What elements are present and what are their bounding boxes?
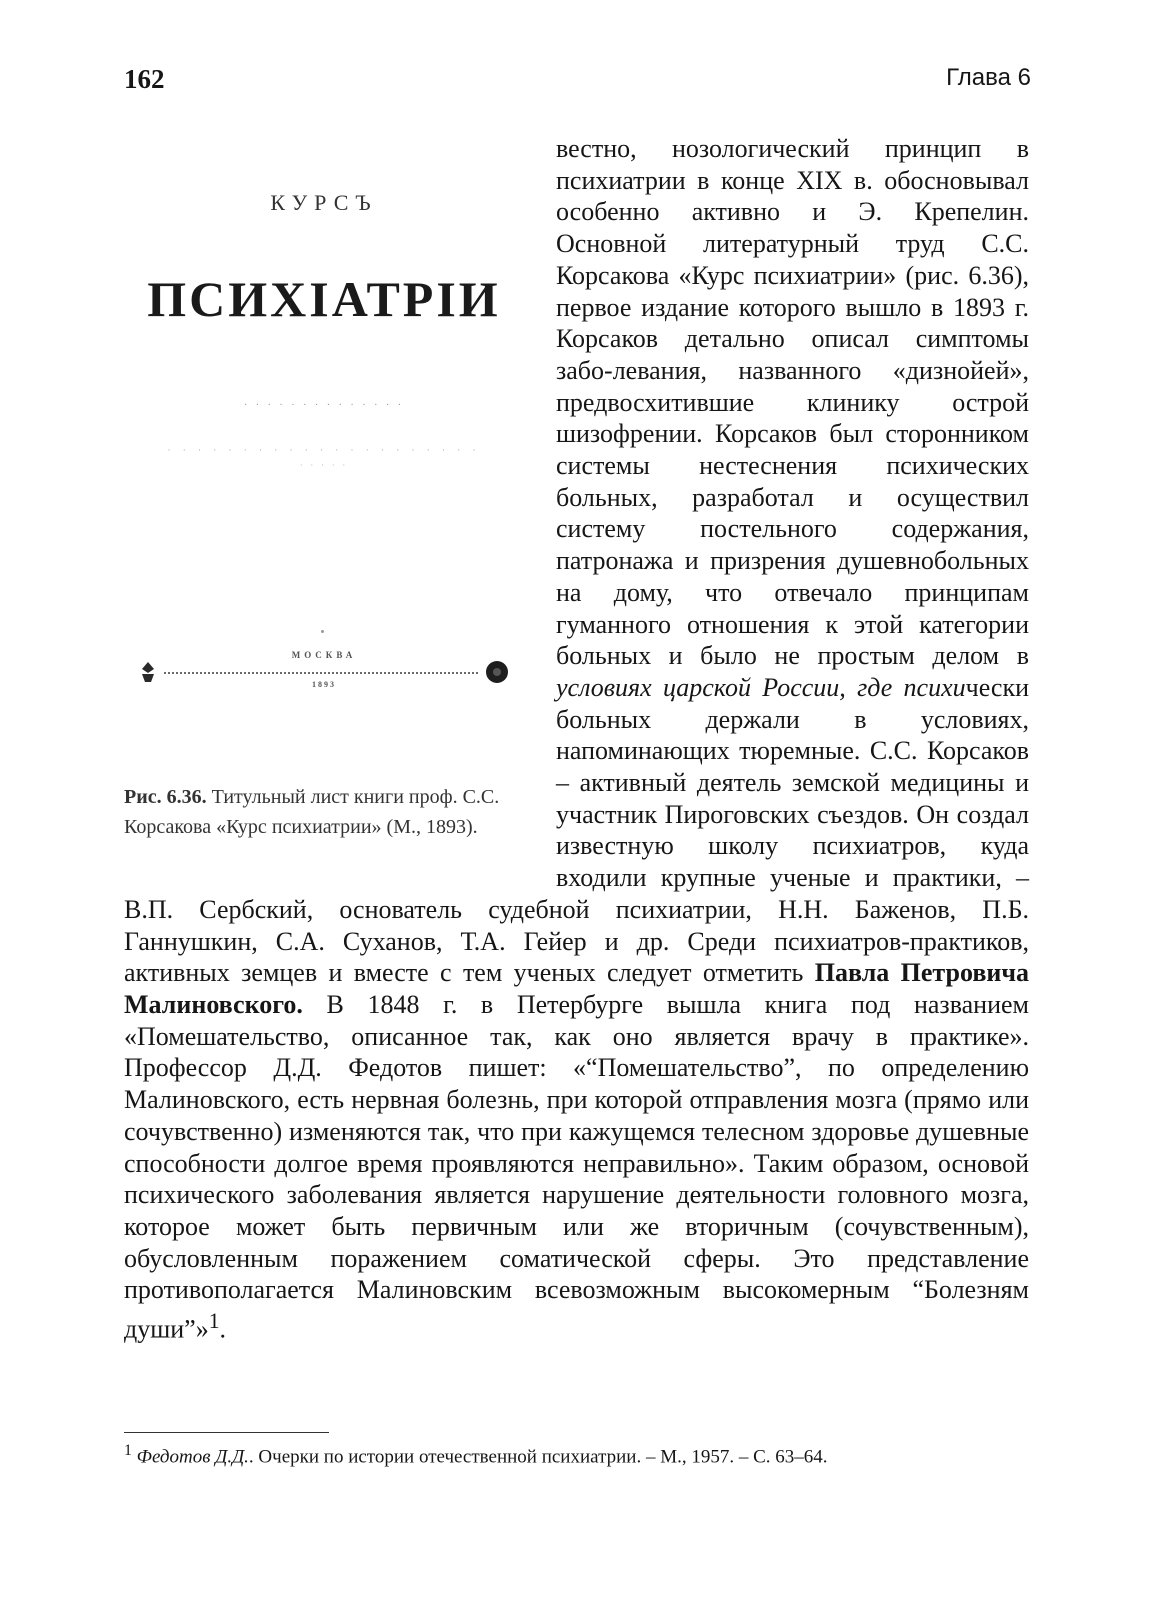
- footnote: [124, 1437, 1029, 1471]
- body-text-part-1: вестно, нозологический принцип в психиатрии в конце XIX в. обосновывал особенно активно и Э. Крепелин. Основной литературный труд С.С. Корсакова «Курс психиатрии» (рис. 6.36), первое издание которого вышло в 1893 г. Корсаков детально описал симптомы забо-левания, названного «дизнойей», предвосхитившие клинику острой шизофрении. Корсаков был сторонником системы нестеснения психических больных, разработал и осуществил систему постельного содержания, патронажа и призрения душевнобольных на дому, что отвечало принципам гуманного отношения к этой категории больных и было не простым делом в: [556, 134, 1029, 671]
- body-text-part-2: чески больных держали в условиях, напоминающих тюремные. С.С. Корсаков – активный деятель земской медицины и участник Пироговских съездов. Он создал известную школу психиатров, куда входили крупные ученые и практики, – В.П. Сербский, основатель судебной психиатрии, Н.Н. Баженов, П.Б. Ганнушкин, С.А. Суханов, Т.А. Гейер и др. Среди психиатров-практиков, активных земцев и вместе с тем ученых следует отметить: [124, 672, 1029, 988]
- title-page-author-faint: · · · · · · · · · · · · · ·: [243, 400, 405, 411]
- title-page-title: ПСИХІАТРІИ: [147, 271, 501, 327]
- caption-label: Рис. 6.36.: [124, 786, 207, 808]
- title-page-year: 1893: [312, 680, 336, 689]
- title-page-kurs: КУРСЪ: [270, 190, 378, 215]
- caption-text: Титульный лист книги проф. С.С. Корсакова «Курс психиатрии» (М., 1893).: [124, 786, 500, 838]
- body-text-italic: условиях царской России, где психи: [556, 672, 966, 702]
- footnote-rule: [124, 1432, 329, 1433]
- body-text-bold-name: Павла Петровича Малиновского.: [124, 958, 1030, 1019]
- body-text: [124, 133, 1029, 1345]
- title-page-affiliation-faint: · · · · · · · · · · · · · · · · · · · · ·: [167, 445, 481, 455]
- footnote-text: . Очерки по истории отечественной психиатрии. – М., 1957. – С. 63–64.: [248, 1446, 828, 1468]
- footnote-author: Федотов Д.Д.: [136, 1446, 249, 1468]
- title-page-city: МОСКВА: [291, 650, 357, 660]
- page-header: [124, 64, 1031, 100]
- footnote-reference[interactable]: 1: [208, 1309, 220, 1334]
- footnote-number: 1: [124, 1442, 132, 1459]
- body-text-part-3: В 1848 г. в Петербурге вышла книга под названием «Помешательство, описанное так, как оно является врачу в практике». Профессор Д.Д. Федотов пишет: «“Помешательство”, по определению Малиновского, есть нервная болезнь, при которой отправления мозга (прямо или сочувственно) изменяются так, что при кажущемся телесном здоровье душевные способности долгое время проявляются неправильно». Таким образом, основой психического заболевания является нарушение деятельности головного мозга, которое может быть первичным или же вторичным (сочувственным), обусловленным поражением соматической сферы. Это представление противополагается Малиновским всевозможным высокомерным “Болезням души”»: [124, 989, 1029, 1344]
- body-text-end: .: [219, 1314, 227, 1344]
- page-number: 162: [124, 64, 165, 94]
- chapter-label: Глава 6: [946, 64, 1031, 91]
- title-page-affiliation-faint-2: · · · · ·: [299, 461, 349, 470]
- figure-wrap-space: [124, 133, 556, 883]
